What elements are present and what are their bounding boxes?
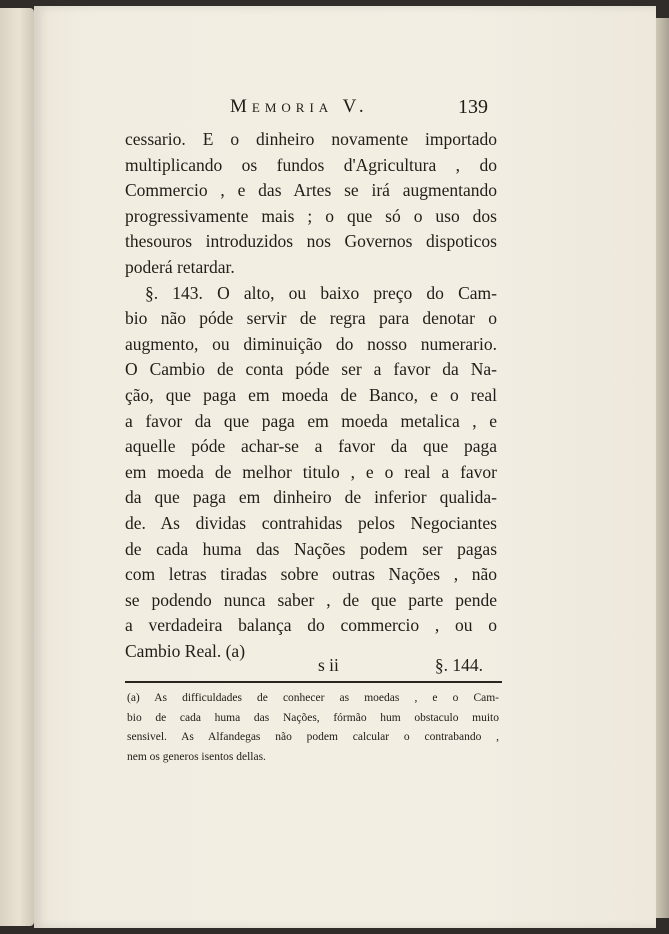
footnote-line: sensivel. As Alfandegas não podem calcular o contrabando ,	[127, 731, 499, 743]
text-line: de. As dividas contrahidas pelos Negociantes	[125, 512, 497, 533]
text-line: a verdadeira balança do commercio , ou o	[125, 615, 497, 636]
catchword: §. 144.	[434, 655, 483, 675]
text-line: cessario. E o dinheiro novamente importado	[125, 129, 497, 149]
signature-mark: s ii	[318, 655, 339, 675]
text-line: poderá retardar.	[125, 256, 235, 277]
page-number: 139	[458, 96, 488, 118]
footnote-line: nem os generos isentos dellas.	[127, 750, 266, 763]
text-line: O Cambio de conta póde ser a favor da Na-	[125, 359, 497, 380]
text-line: Cambio Real. (a)	[125, 640, 246, 661]
text-line: bio não póde servir de regra para denotar o	[125, 308, 497, 329]
catchline	[125, 655, 497, 679]
text-line: thesouros introduzidos nos Governos dispoticos	[125, 231, 497, 252]
page-header	[230, 96, 490, 126]
text-line: da que paga em dinheiro de inferior qualida-	[125, 487, 497, 508]
text-line: aquelle póde achar-se a favor da que paga	[125, 436, 497, 457]
text-line: de cada huma das Nações podem ser pagas	[125, 538, 497, 559]
text-line: Commercio , e das Artes se irá augmentando	[125, 180, 497, 201]
footnote	[127, 689, 499, 767]
body-text	[125, 127, 497, 664]
footnote-line: (a) As difficuldades de conhecer as moedas , e o Cam-	[127, 692, 499, 704]
text-line: ção, que paga em moeda de Banco, e o real	[125, 384, 497, 405]
text-line: se podendo nunca saber , de que parte pende	[125, 589, 497, 610]
text-line: em moeda de melhor titulo , e o real a favor	[125, 461, 497, 482]
text-line: com letras tiradas sobre outras Nações , não	[125, 564, 497, 585]
footnote-line: bio de cada huma das Nações, fórmão hum obstaculo muito	[127, 711, 499, 724]
right-page-edge	[656, 18, 669, 918]
footnote-rule	[125, 681, 502, 683]
text-line: a favor da que paga em moeda metalica , e	[125, 410, 497, 431]
text-line: multiplicando os fundos d'Agricultura , do	[125, 154, 497, 175]
text-line: augmento, ou diminuição do nosso numerario.	[125, 333, 497, 354]
left-page-edge	[0, 8, 34, 926]
running-title: Memoria V.	[230, 96, 369, 117]
section-heading-line: §. 143. O alto, ou baixo preço do Cam-	[145, 282, 497, 303]
text-line: progressivamente mais ; o que só o uso dos	[125, 205, 497, 226]
